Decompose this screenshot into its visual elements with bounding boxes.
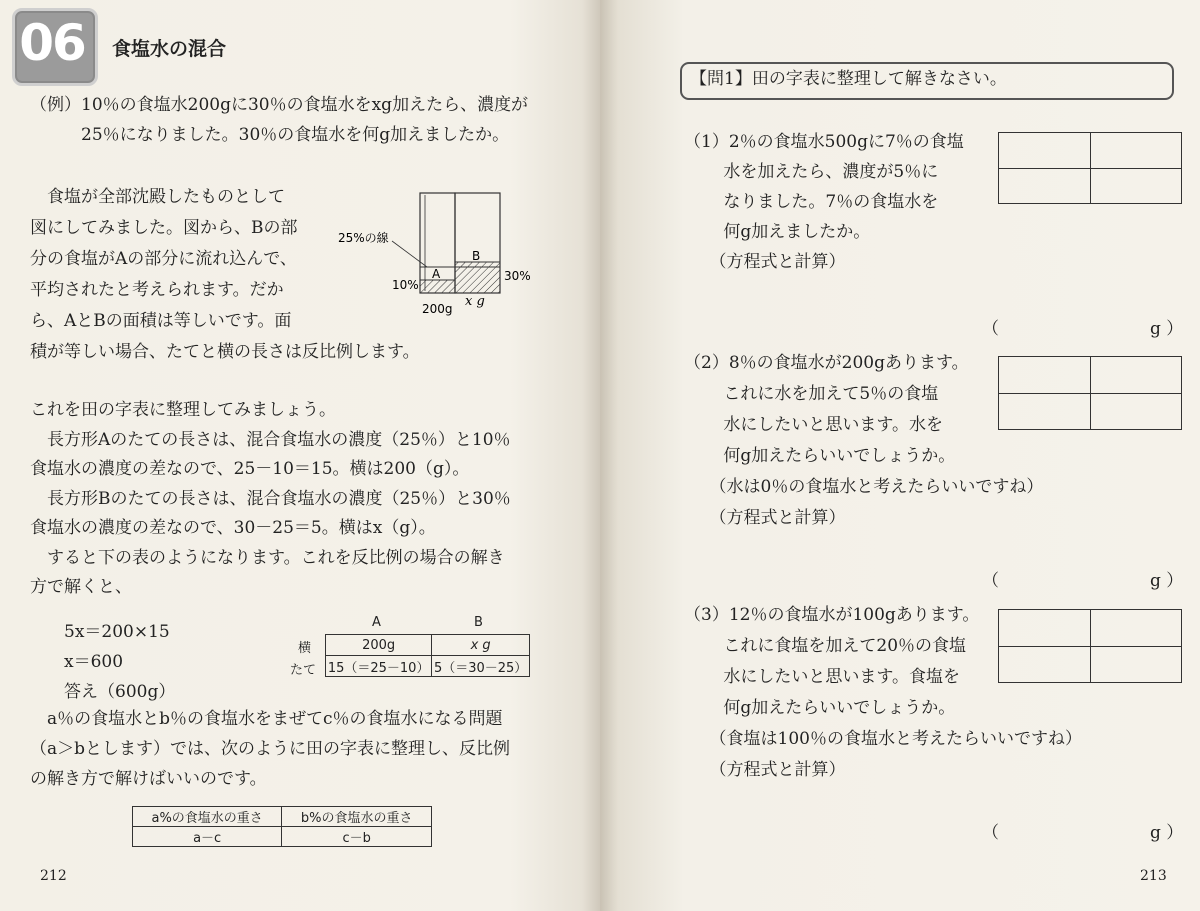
table1-cell: x g [432, 635, 530, 656]
q1-line: （方程式と計算） [684, 252, 846, 272]
table1-cell: 5（＝30－25） [432, 656, 530, 677]
label-b: B [472, 249, 481, 263]
general-table [132, 806, 432, 847]
q2-line: 水にしたいと思います。水を [684, 415, 944, 435]
label-10-percent: 10% [392, 278, 419, 292]
q3-line: 水にしたいと思います。食塩を [684, 667, 961, 687]
q3-line: （3）12％の食塩水が100gあります。 [684, 605, 980, 625]
body-line: 食塩水の濃度の差なので、30－25＝5。横はx（g）。 [30, 518, 436, 538]
q2-grid-table[interactable] [998, 356, 1182, 430]
closing-line: （a＞bとします）では、次のように田の字表に整理し、反比例 [30, 739, 511, 759]
question-2 [684, 348, 1043, 534]
q1-line: なりました。7％の食塩水を [684, 192, 939, 212]
q3-line: 何g加えたらいいでしょうか。 [684, 698, 956, 718]
closing-block [30, 704, 510, 794]
answer-line: 答え（600g） [64, 682, 176, 702]
calc-line: x＝600 [64, 652, 124, 672]
question-header: 【問1】田の字表に整理して解きなさい。 [690, 69, 1007, 89]
q1-grid-table[interactable] [998, 132, 1182, 204]
label-xg: x g [465, 294, 485, 309]
closing-line: a％の食塩水とb％の食塩水をまぜてc％の食塩水になる問題 [30, 709, 503, 729]
q3-answer-open: （ [982, 823, 999, 843]
q1-answer-close: g ） [1150, 319, 1184, 339]
label-25-line: 25%の線 [338, 231, 389, 245]
q2-answer-open: （ [982, 571, 999, 591]
table2-cell: c－b [282, 827, 432, 847]
explanation-line: 図にしてみました。図から、Bの部 [30, 218, 298, 238]
table1-cell: 200g [326, 635, 432, 656]
page-number-left: 212 [40, 868, 67, 884]
closing-line: の解き方で解けばいいのです。 [30, 769, 267, 789]
region-a [420, 280, 455, 293]
q2-line: 何g加えたらいいでしょうか。 [684, 446, 956, 466]
body-line: 方で解くと、 [30, 577, 132, 597]
q3-line: （方程式と計算） [684, 760, 846, 780]
q3-grid-table[interactable] [998, 609, 1182, 683]
q1-answer-open: （ [982, 319, 999, 339]
table2-header: b%の食塩水の重さ [282, 807, 432, 827]
q3-line: （食塩は100％の食塩水と考えたらいいですね） [684, 729, 1082, 749]
table1-cell: 15（＝25－10） [326, 656, 432, 677]
example-line: （例）10％の食塩水200gに30％の食塩水をxg加えたら、濃度が [30, 95, 529, 115]
q2-line: これに水を加えて5％の食塩 [684, 384, 939, 404]
table1-col-a-header: A [372, 615, 381, 630]
label-200g: 200g [422, 302, 453, 316]
body-block [30, 396, 511, 603]
explanation-line: ら、AとBの面積は等しいです。面 [30, 311, 292, 331]
body-line: 長方形Bのたての長さは、混合食塩水の濃度（25％）と30％ [30, 488, 511, 509]
calculation-block [64, 617, 175, 707]
table1-row2-label: たて [290, 663, 317, 678]
q2-answer-close: g ） [1150, 571, 1184, 591]
explanation-line: 平均されたと考えられます。だか [30, 280, 284, 300]
page-number-right: 213 [1140, 868, 1167, 884]
table1-col-b-header: B [474, 615, 483, 630]
mixing-diagram [330, 185, 545, 325]
q2-line: （方程式と計算） [684, 508, 846, 528]
calc-line: 5x＝200×15 [64, 622, 170, 642]
label-30-percent: 30% [504, 269, 531, 283]
example-block [30, 90, 528, 150]
body-line: 食塩水の濃度の差なので、25－10＝15。横は200（g）。 [30, 459, 470, 479]
question-1 [684, 127, 964, 277]
q1-line: （1）2％の食塩水500gに7％の食塩 [684, 132, 964, 152]
body-line: すると下の表のようになります。これを反比例の場合の解き [30, 547, 505, 568]
q2-line: （水は0％の食塩水と考えたらいいですね） [684, 477, 1044, 497]
body-line: これを田の字表に整理してみましょう。 [30, 400, 336, 420]
body-line: 長方形Aのたての長さは、混合食塩水の濃度（25％）と10％ [30, 429, 511, 450]
q2-line: （2）8％の食塩水が200gあります。 [684, 353, 969, 373]
example-line: 25％になりました。30％の食塩水を何g加えましたか。 [30, 125, 510, 145]
chapter-title: 食塩水の混合 [112, 38, 227, 60]
explanation-line: 積が等しい場合、たてと横の長さは反比例します。 [30, 342, 420, 362]
q1-line: 何g加えましたか。 [684, 222, 871, 242]
table2-cell: a－c [133, 827, 282, 847]
table1-row1-label: 横 [298, 641, 312, 656]
q3-answer-close: g ） [1150, 823, 1184, 843]
ratio-table [325, 634, 530, 677]
q3-line: これに食塩を加えて20％の食塩 [684, 636, 967, 656]
label-a: A [432, 267, 441, 281]
table2-header: a%の食塩水の重さ [133, 807, 282, 827]
explanation-line: 食塩が全部沈殿したものとして [30, 187, 285, 207]
q1-line: 水を加えたら、濃度が5％に [684, 162, 939, 182]
explanation-line: 分の食塩がAの部分に流れ込んで、 [30, 249, 297, 269]
chapter-number: 06 [19, 14, 85, 72]
